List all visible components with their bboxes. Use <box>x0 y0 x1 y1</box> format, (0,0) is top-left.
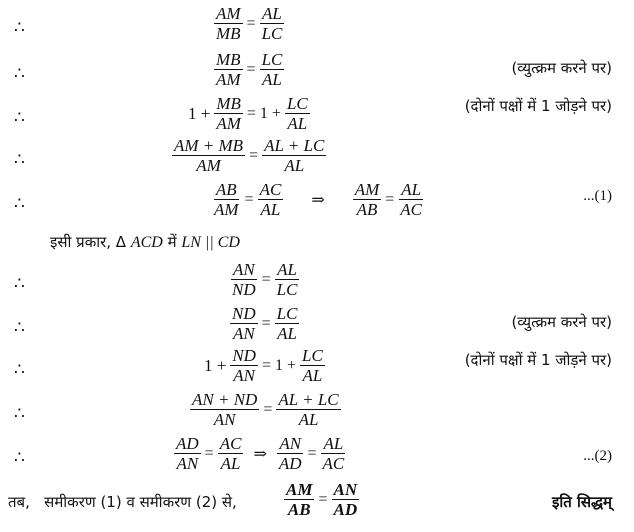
fraction: $\frac{AN}{AD}$ <box>333 480 358 519</box>
fraction: $\frac{MB}{AM}$ <box>216 50 241 89</box>
fraction: $\frac{ND}{AN}$ <box>232 304 256 343</box>
therefore-symbol: ∴ <box>14 360 25 379</box>
conclusion-text: तब, समीकरण (1) व समीकरण (2) से, <box>8 493 237 511</box>
therefore-symbol: ∴ <box>14 448 25 467</box>
equation-8: 1 + $\frac{ND}{AN}$ = 1 + $\frac{LC}{AL}$ <box>204 346 323 385</box>
fraction: $\frac{MB}{AM}$ <box>216 94 241 133</box>
therefore-symbol: ∴ <box>14 18 25 37</box>
fraction: $\frac{LC}{AL}$ <box>302 346 323 385</box>
add-one-note: (दोनों पक्षों में 1 जोड़ने पर) <box>464 351 612 369</box>
reciprocal-note: (व्युत्क्रम करने पर) <box>511 59 612 77</box>
fraction: $\frac{AL}{LC}$ <box>261 4 283 43</box>
equation-number: ...(1) <box>583 188 612 204</box>
therefore-symbol: ∴ <box>14 404 25 423</box>
fraction: $\frac{AL}{AC}$ <box>400 180 423 219</box>
fraction: $\frac{AN}{ND}$ <box>232 260 256 299</box>
fraction: $\frac{AL}{AC}$ <box>322 434 345 473</box>
equation-number: ...(2) <box>583 448 612 464</box>
therefore-symbol: ∴ <box>14 108 25 127</box>
therefore-symbol: ∴ <box>14 274 25 293</box>
therefore-symbol: ∴ <box>14 194 25 213</box>
fraction: $\frac{ND}{AN}$ <box>232 346 256 385</box>
therefore-symbol: ∴ <box>14 318 25 337</box>
fraction: $\frac{AM}{AB}$ <box>286 480 313 519</box>
fraction: $\frac{AC}{AL}$ <box>219 434 242 473</box>
equation-2: $\frac{MB}{AM}$ = $\frac{LC}{AL}$ <box>216 50 283 89</box>
fraction: $\frac{AM + MB}{AM}$ <box>174 136 244 175</box>
qed-text: इति सिद्धम् <box>551 493 612 511</box>
fraction: $\frac{AL}{LC}$ <box>276 260 298 299</box>
fraction: $\frac{AC}{AL}$ <box>259 180 282 219</box>
fraction: $\frac{AN + ND}{AN}$ <box>192 390 258 429</box>
fraction: $\frac{AM}{AB}$ <box>354 180 380 219</box>
equation-9: $\frac{AN + ND}{AN}$ = $\frac{AL + LC}{AL}$ <box>192 390 339 429</box>
fraction: $\frac{LC}{AL}$ <box>261 50 283 89</box>
equation-6: $\frac{AN}{ND}$ = $\frac{AL}{LC}$ <box>232 260 298 299</box>
fraction: $\frac{AD}{AN}$ <box>176 434 199 473</box>
fraction: $\frac{AL + LC}{AL}$ <box>278 390 339 429</box>
therefore-symbol: ∴ <box>14 64 25 83</box>
equation-7: $\frac{ND}{AN}$ = $\frac{LC}{AL}$ <box>232 304 298 343</box>
equation-5: $\frac{AB}{AM}$ = $\frac{AC}{AL}$ ⇒ $\frac{AM}{AB}$ = $\frac{AL}{AC}$ <box>214 180 423 219</box>
implies-symbol: ⇒ <box>311 191 325 209</box>
fraction: $\frac{AM}{MB}$ <box>216 4 241 43</box>
therefore-symbol: ∴ <box>14 150 25 169</box>
fraction: $\frac{AL + LC}{AL}$ <box>264 136 325 175</box>
equation-10: $\frac{AD}{AN}$ = $\frac{AC}{AL}$ ⇒ $\frac{AN}{AD}$ = $\frac{AL}{AC}$ <box>176 434 345 473</box>
equation-3: 1 + $\frac{MB}{AM}$ = 1 + $\frac{LC}{AL}$ <box>188 94 308 133</box>
fraction: $\frac{AB}{AM}$ <box>214 180 239 219</box>
fraction: $\frac{LC}{AL}$ <box>276 304 298 343</box>
reciprocal-note: (व्युत्क्रम करने पर) <box>511 313 612 331</box>
implies-symbol: ⇒ <box>253 445 267 463</box>
add-one-note: (दोनों पक्षों में 1 जोड़ने पर) <box>464 97 612 115</box>
fraction: $\frac{LC}{AL}$ <box>286 94 308 133</box>
equation-4: $\frac{AM + MB}{AM}$ = $\frac{AL + LC}{AL}$ <box>174 136 325 175</box>
equation-1: $\frac{AM}{MB}$ = $\frac{AL}{LC}$ <box>216 4 283 43</box>
fraction: $\frac{AN}{AD}$ <box>278 434 302 473</box>
final-equation: $\frac{AM}{AB}$ = $\frac{AN}{AD}$ <box>286 480 358 519</box>
